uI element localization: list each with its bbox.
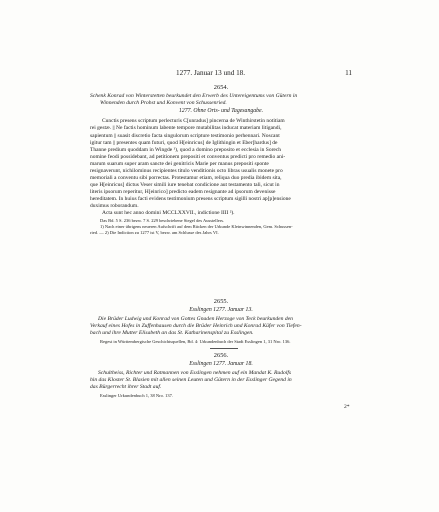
entry-summary: Die Brüder Ludwig und Konrad von Gottes Gnaden Herzoge von Teck beurkunden den Verkauf eines Hofes in Zuffenhausen durch die Brüder Heinrich und Konrad Küfer von Tiefen- bach und ihre Mutter Elisabeth an das St. Katharinenspital zu Esslingen.: [90, 316, 302, 337]
entry-2655: [90, 298, 352, 345]
entry-date: Esslingen 1277. Januar 13.: [189, 307, 253, 313]
entry-number: 2654.: [213, 84, 229, 91]
entry-summary: Schenk Konrad von Winterstetten beurkundet den Erwerb des Untereigentums von Gütern in Winnenden durch Probst und Konvent von Schussenried.: [90, 93, 298, 107]
running-head: 1277. Januar 13 und 18.: [176, 69, 246, 77]
signature-mark: 2*: [344, 404, 350, 410]
entry-date: Esslingen 1277. Januar 18.: [189, 361, 253, 367]
entry-number: 2655.: [213, 298, 229, 305]
page-header: [90, 69, 352, 77]
entry-summary: Schultheiss, Richter und Ratmannen von Esslingen nehmen auf ein Mandat K. Rudolfs hin das Kloster St. Blasien mit allen seinen Leuten und Gütern in der Esslinger Gegend in das Bürgerrecht ihrer Stadt auf.: [90, 370, 292, 391]
entry-sources: Das Bd. 5 S. 236 bezw. 7 S. 229 beschriebene Siegel des Ausstellers. 1) Nach einer übrigens neueren Aufschrift auf dem Rücken der Urkunde Kleinwinnenden, Gem. Schussen- ried. — 2) Die Indiction zu 1277 ist V, bezw. am Schlusse des Jahrs VI.: [90, 218, 293, 236]
entry-number: 2656.: [213, 352, 229, 359]
entry-2656: [90, 352, 352, 399]
entry-2654: [90, 84, 352, 236]
entry-date: 1277. Ohne Orts- und Tagesangabe.: [178, 108, 264, 115]
entry-source: Regest in Württembergische Geschichtsquellen, Bd. 4: Urkundenbuch der Stadt Esslingen 1, 31 Nro. 136.: [100, 338, 291, 344]
page-number: 11: [345, 69, 352, 77]
section-divider: [210, 348, 238, 349]
entry-text: Cunctis presens scriptum perlecturis C[unradus] pincerna de Winthirstetin notitiam rei gestæ. || Ne factis hominum labente tempore mutabilitas inducat materiam litigandi, sapientum || suasit discretio facta singulorum scripture testimonio perhennari. Noscant igitur tam || presentes quam futuri, quod H[einricus] de Iglithingin et Eber[hardus] de Thanne predium quoddam in Wingde ¹), quod a domino preposito et ecclesia in Sorech nomine feodi possidebant, ad petitionem prepositi et conventus predicti pro remedio ani- marum suarum super aram sancte dei genitricis Marie per manus prepositi sponte resignaverunt, nichilominus recipientes titulo venditionis octo libras usualis monete pro memoriali a conventu sibi porrectas. Protestamur etiam, reliqua duo predia ibidem sita, que H[einricus] dictus Veser simili iure tenebat condicione aut testamento tali, sicut in literis ipsorum reperitur, H[einrico] predicto eadem resignante ad ipsorum devenisse hereditatem. In huius facti evidens testimonium presens scriptum sigilli nostri ap[p]ensione duximus roborandum. Acta sunt hec anno domini MCCLXXVII., indictione IIII ²).: [90, 118, 291, 217]
entry-source: Esslinger Urkundenbuch 1, 38 Nro. 137.: [100, 392, 173, 398]
